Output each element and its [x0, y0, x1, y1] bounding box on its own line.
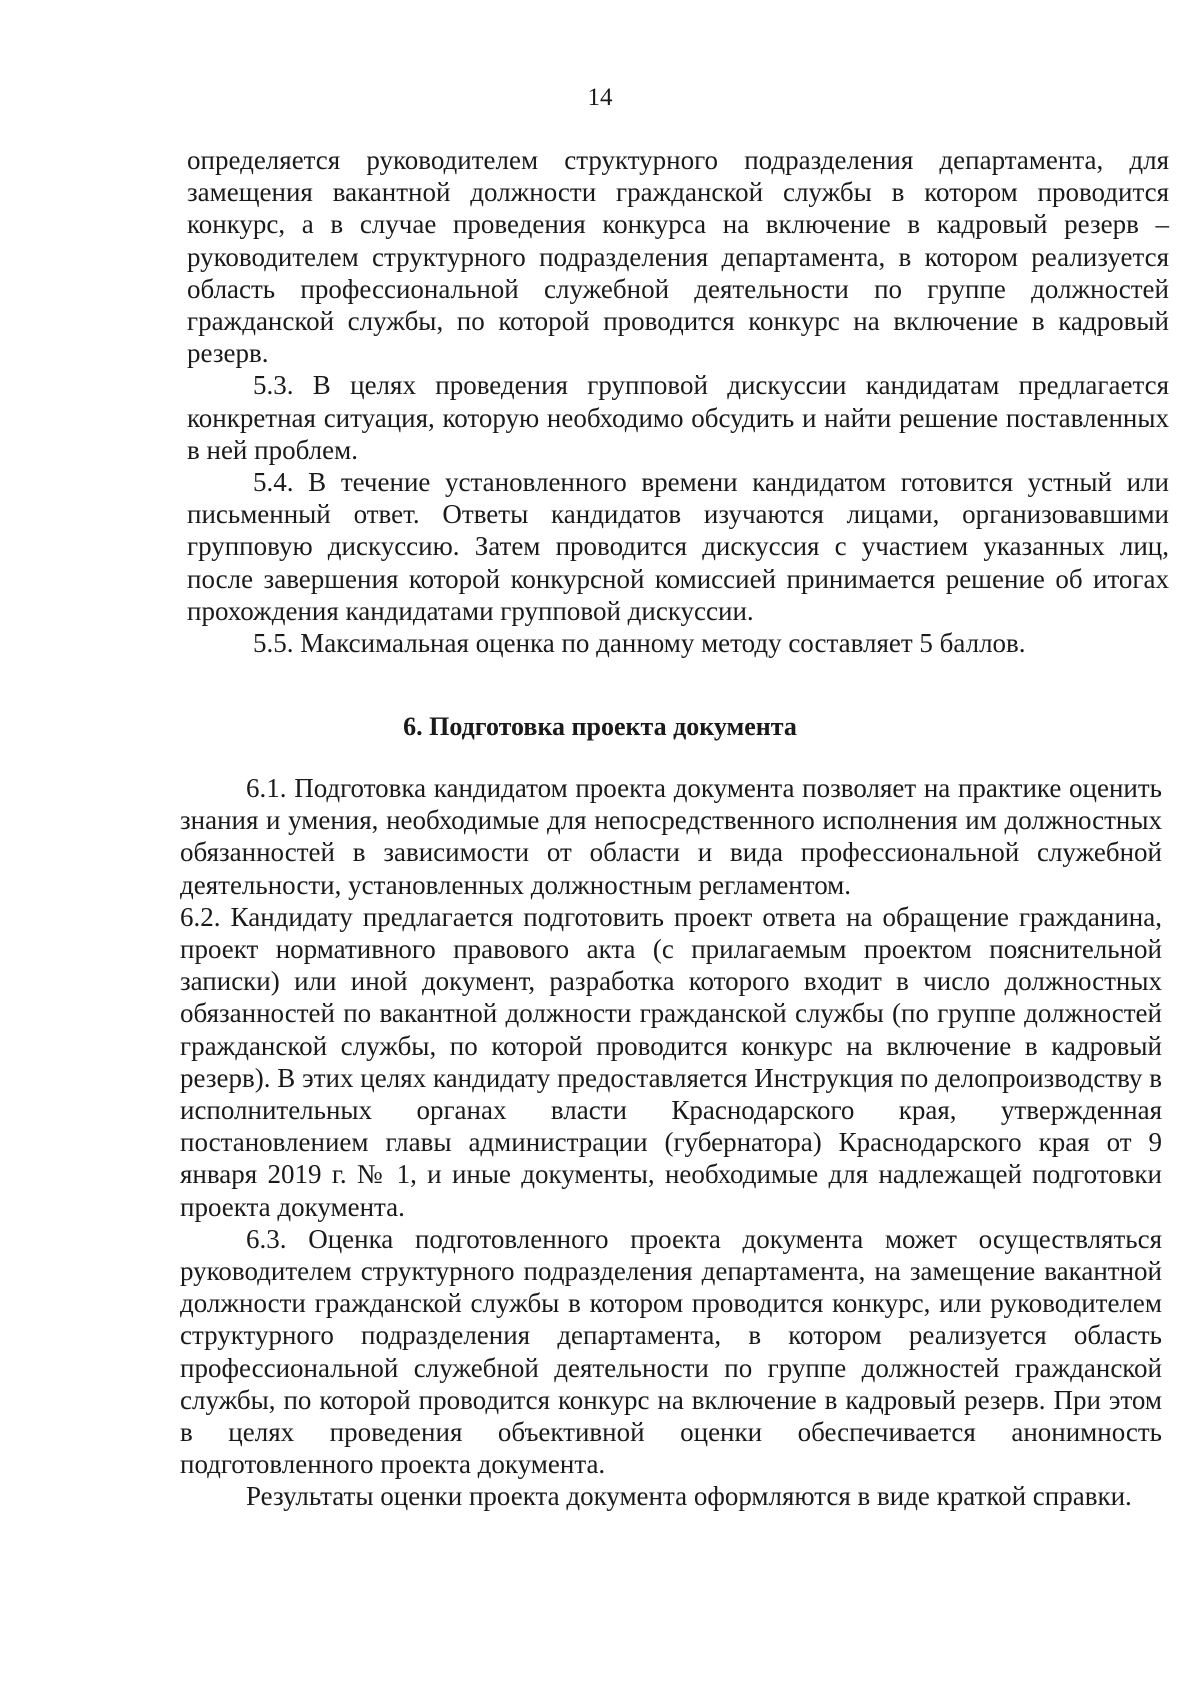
paragraph-5-5: 5.5. Максимальная оценка по данному методу составляет 5 баллов.	[253, 628, 1026, 659]
page-number: 14	[587, 84, 613, 111]
paragraph-5-3: 5.3. В целях проведения групповой дискуссии кандидатам предлагается конкретная ситуация, которую необходимо обсудить и найти решение поставленных в ней проблем.	[187, 370, 1169, 465]
paragraph-results: Результаты оценки проекта документа оформляются в виде краткой справки.	[246, 1481, 1132, 1512]
paragraph-6-2: 6.2. Кандидату предлагается подготовить проект ответа на обращение гражданина, проект нормативного правового акта (с прилагаемым проектом пояснительной записки) или иной документ, разработка которого входит в число должностных обязанностей по вакантной должности гражданской службы (по группе должностей гражданской службы, по которой проводится конкурс на включение в кадровый резерв). В этих целях кандидату предоставляется Инструкция по делопроизводству в исполнительных органах власти Краснодарского края, утвержденная постановлением главы администрации (губернатора) Краснодарского края от 9 января 2019 г. № 1, и иные документы, необходимые для надлежащей подготовки проекта документа.	[180, 901, 1162, 1222]
paragraph-5-4: 5.4. В течение установленного времени кандидатом готовится устный или письменный ответ. Ответы кандидатов изучаются лицами, организовавшими групповую дискуссию. Затем проводится дискуссия с участием указанных лиц, после завершения которой конкурсной комиссией принимается решение об итогах прохождения кандидатами групповой дискуссии.	[187, 467, 1169, 626]
section-6-text	[180, 772, 1162, 1513]
paragraph-5-2-continuation: определяется руководителем структурного подразделения департамента, для замещения вакантной должности гражданской службы в котором проводится конкурс, а в случае проведения конкурса на включение в кадровый резерв – руководителем структурного подразделения департамента, в котором реализуется область профессиональной служебной деятельности по группе должностей гражданской службы, по которой проводится конкурс на включение в кадровый резерв.	[187, 145, 1169, 369]
section-6-heading: 6. Подготовка проекта документа	[403, 712, 797, 741]
paragraph-6-1: 6.1. Подготовка кандидатом проекта документа позволяет на практике оценить знания и умения, необходимые для непосредственного исполнения им должностных обязанностей в зависимости от области и вида профессиональной служебной деятельности, установленных должностным регламентом.	[180, 773, 1162, 900]
paragraph-6-3: 6.3. Оценка подготовленного проекта документа может осуществляться руководителем структурного подразделения департамента, на замещение вакантной должности гражданской службы в котором проводится конкурс, или руководителем структурного подразделения департамента, в котором реализуется область профессиональной служебной деятельности по группе должностей гражданской службы, по которой проводится конкурс на включение в кадровый резерв. При этом в целях проведения объективной оценки обеспечивается анонимность подготовленного проекта документа.	[180, 1223, 1162, 1480]
section-5-text	[187, 144, 1169, 659]
